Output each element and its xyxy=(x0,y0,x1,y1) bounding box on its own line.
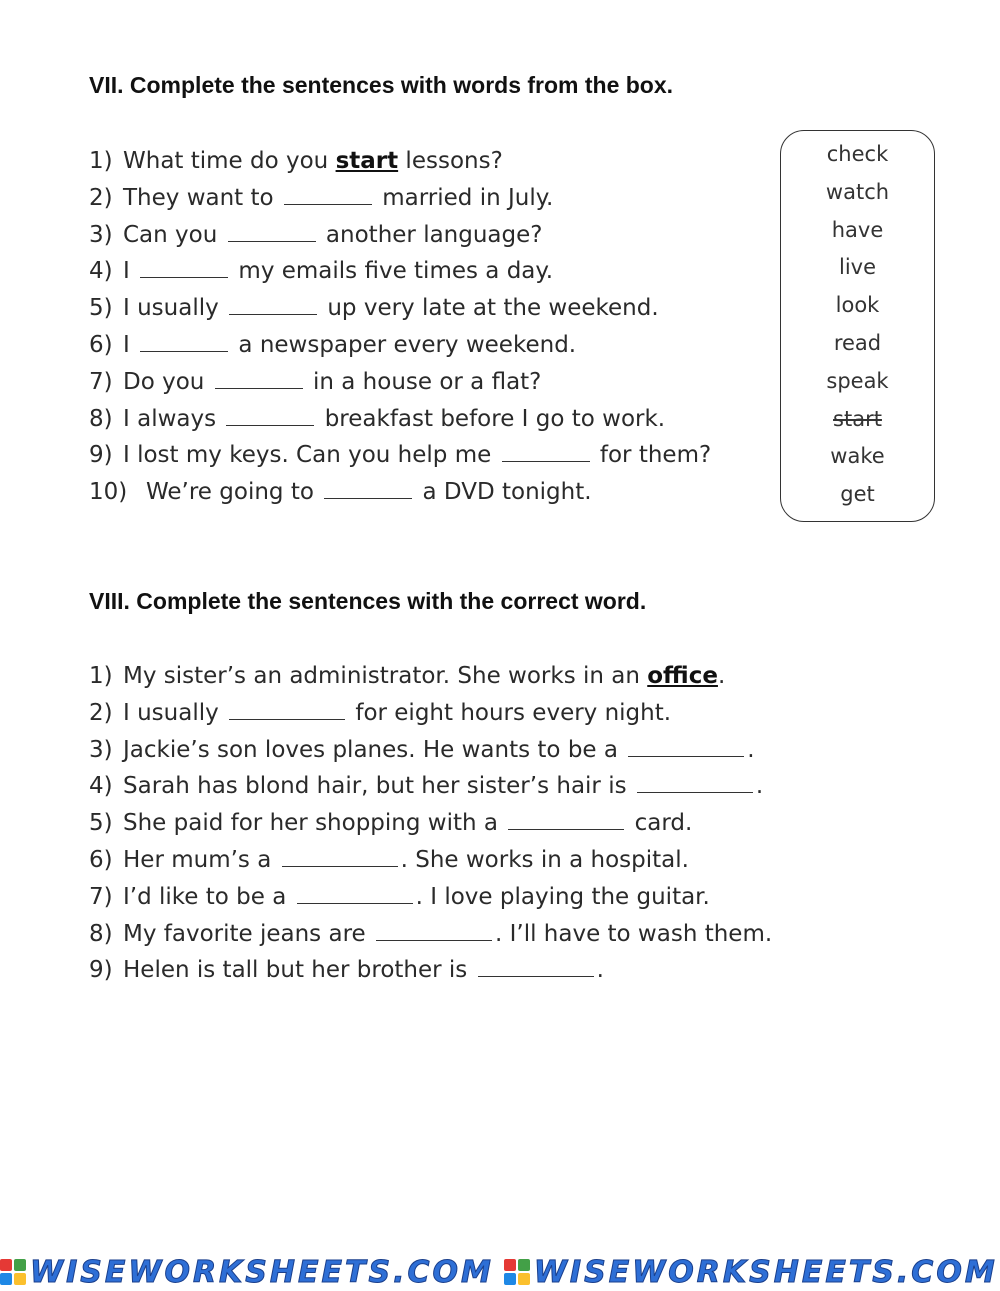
logo-squares-icon xyxy=(504,1259,530,1285)
sentence-text: breakfast before I go to work. xyxy=(317,405,666,432)
word-box-item: have xyxy=(831,217,884,242)
word-box-item: get xyxy=(840,482,875,507)
word-box-item: speak xyxy=(826,368,889,393)
sentence-text: lessons? xyxy=(398,148,503,174)
logo-square-yellow xyxy=(14,1273,26,1285)
sentence-item xyxy=(89,695,772,732)
sentence-text: . xyxy=(747,736,755,763)
answer-blank[interactable] xyxy=(628,755,744,757)
sentence-item xyxy=(89,474,711,511)
sentence-text: Her mum’s a xyxy=(123,846,279,873)
answer-blank[interactable] xyxy=(140,276,228,278)
answer-blank[interactable] xyxy=(226,424,314,426)
sentence-text: What time do you xyxy=(123,148,336,174)
sentence-text: Sarah has blond hair, but her sister’s hair is xyxy=(123,773,634,800)
sentence-item xyxy=(89,658,772,695)
word-box-item-used: start xyxy=(833,406,882,431)
sentence-text: . xyxy=(596,957,604,984)
logo-square-red xyxy=(504,1259,516,1271)
answer-blank[interactable] xyxy=(229,718,345,720)
sentence-text: a DVD tonight. xyxy=(415,479,592,506)
answer-blank[interactable] xyxy=(215,387,303,389)
sentence-text: I xyxy=(123,258,138,285)
item-number: 6) xyxy=(89,846,113,873)
item-number: 6) xyxy=(89,331,113,358)
sentence-text: a newspaper every weekend. xyxy=(231,331,577,358)
item-number: 1) xyxy=(89,148,113,174)
sentence-text: for them? xyxy=(592,442,712,469)
sentence-item xyxy=(89,768,772,805)
answer-blank[interactable] xyxy=(376,939,492,941)
brand-logo[interactable] xyxy=(0,1255,494,1290)
section-7-heading: VII. Complete the sentences with words from the box. xyxy=(89,72,674,98)
item-number: 9) xyxy=(89,957,113,984)
sentence-text: We’re going to xyxy=(146,479,322,506)
sentence-text: My favorite jeans are xyxy=(123,920,373,947)
word-box xyxy=(780,130,935,522)
item-number: 2) xyxy=(89,699,113,726)
section-8-sentence-list xyxy=(89,658,772,989)
sentence-text: I’d like to be a xyxy=(123,883,294,910)
sentence-item xyxy=(89,327,711,364)
word-box-item: watch xyxy=(825,179,890,204)
answer-blank[interactable] xyxy=(284,203,372,205)
word-box-item: check xyxy=(826,142,889,166)
example-answer: office xyxy=(647,663,718,689)
item-number: 4) xyxy=(89,258,113,285)
item-number: 8) xyxy=(89,920,113,947)
sentence-text: They want to xyxy=(123,184,281,211)
item-number: 8) xyxy=(89,405,113,432)
sentence-item xyxy=(89,437,711,474)
word-box-item: read xyxy=(833,330,882,355)
sentence-item xyxy=(89,916,772,953)
word-box-list xyxy=(781,136,934,514)
answer-blank[interactable] xyxy=(229,313,317,315)
logo-squares-icon xyxy=(0,1259,26,1285)
sentence-text: Jackie’s son loves planes. He wants to be a xyxy=(123,736,626,763)
section-8-heading: VIII. Complete the sentences with the correct word. xyxy=(89,588,647,614)
word-box-item: look xyxy=(835,293,880,318)
sentence-text: She paid for her shopping with a xyxy=(123,810,506,837)
item-number: 7) xyxy=(89,368,113,395)
sentence-text: I xyxy=(123,331,138,358)
logo-square-blue xyxy=(0,1273,12,1285)
brand-logo-text: WISEWORKSHEETS.COM xyxy=(533,1254,998,1290)
sentence-text: . xyxy=(755,773,764,800)
answer-blank[interactable] xyxy=(502,460,590,462)
answer-blank[interactable] xyxy=(324,497,412,499)
sentence-text: I always xyxy=(123,405,224,432)
sentence-text: in a house or a flat? xyxy=(305,368,542,395)
sentence-text: up very late at the weekend. xyxy=(320,295,659,322)
item-number: 5) xyxy=(89,295,113,322)
example-answer: start xyxy=(335,148,399,174)
sentence-item xyxy=(89,732,772,769)
sentence-text: card. xyxy=(627,810,693,837)
sentence-item xyxy=(89,253,711,290)
sentence-text: Helen is tall but her brother is xyxy=(123,957,475,984)
sentence-text: for eight hours every night. xyxy=(348,699,672,726)
sentence-item xyxy=(89,217,711,254)
sentence-text: my emails five times a day. xyxy=(231,258,554,285)
sentence-text: I usually xyxy=(123,699,227,726)
item-number: 5) xyxy=(89,810,113,837)
sentence-text: another language? xyxy=(318,221,543,248)
logo-square-yellow xyxy=(518,1273,530,1285)
footer-watermark xyxy=(0,1255,1000,1289)
item-number: 9) xyxy=(89,442,113,469)
logo-square-green xyxy=(14,1259,26,1271)
sentence-item xyxy=(89,842,772,879)
sentence-item xyxy=(89,180,711,217)
answer-blank[interactable] xyxy=(282,865,398,867)
item-number: 7) xyxy=(89,883,113,910)
sentence-text: . She works in a hospital. xyxy=(400,846,689,873)
logo-square-red xyxy=(0,1259,12,1271)
section-7-sentence-list xyxy=(89,143,711,511)
item-number: 3) xyxy=(89,736,113,763)
item-number: 4) xyxy=(89,773,113,800)
sentence-text: . I love playing the guitar. xyxy=(415,883,710,910)
sentence-item xyxy=(89,364,711,401)
answer-blank[interactable] xyxy=(478,975,594,977)
answer-blank[interactable] xyxy=(637,791,753,793)
answer-blank[interactable] xyxy=(508,828,624,830)
sentence-text: My sister’s an administrator. She works in an xyxy=(123,663,648,689)
sentence-item xyxy=(89,290,711,327)
sentence-text: Do you xyxy=(123,368,212,395)
word-box-item: wake xyxy=(830,444,885,469)
sentence-text: I lost my keys. Can you help me xyxy=(123,442,499,469)
item-number: 10) xyxy=(89,479,128,506)
sentence-text: married in July. xyxy=(374,184,554,211)
sentence-item xyxy=(89,805,772,842)
logo-square-blue xyxy=(504,1273,516,1285)
word-box-item: live xyxy=(838,255,877,280)
sentence-text: . xyxy=(717,663,726,689)
sentence-text: . I’ll have to wash them. xyxy=(494,920,773,947)
brand-logo[interactable] xyxy=(504,1255,998,1290)
logo-square-green xyxy=(518,1259,530,1271)
sentence-text: I usually xyxy=(123,295,227,322)
item-number: 2) xyxy=(89,184,113,211)
sentence-item xyxy=(89,143,711,180)
brand-logo-text: WISEWORKSHEETS.COM xyxy=(30,1254,494,1290)
answer-blank[interactable] xyxy=(140,350,228,352)
answer-blank[interactable] xyxy=(297,902,413,904)
sentence-item xyxy=(89,401,711,438)
sentence-text: Can you xyxy=(123,221,225,248)
sentence-item xyxy=(89,952,772,989)
sentence-item xyxy=(89,879,772,916)
item-number: 3) xyxy=(89,221,113,248)
item-number: 1) xyxy=(89,663,113,689)
answer-blank[interactable] xyxy=(228,240,316,242)
